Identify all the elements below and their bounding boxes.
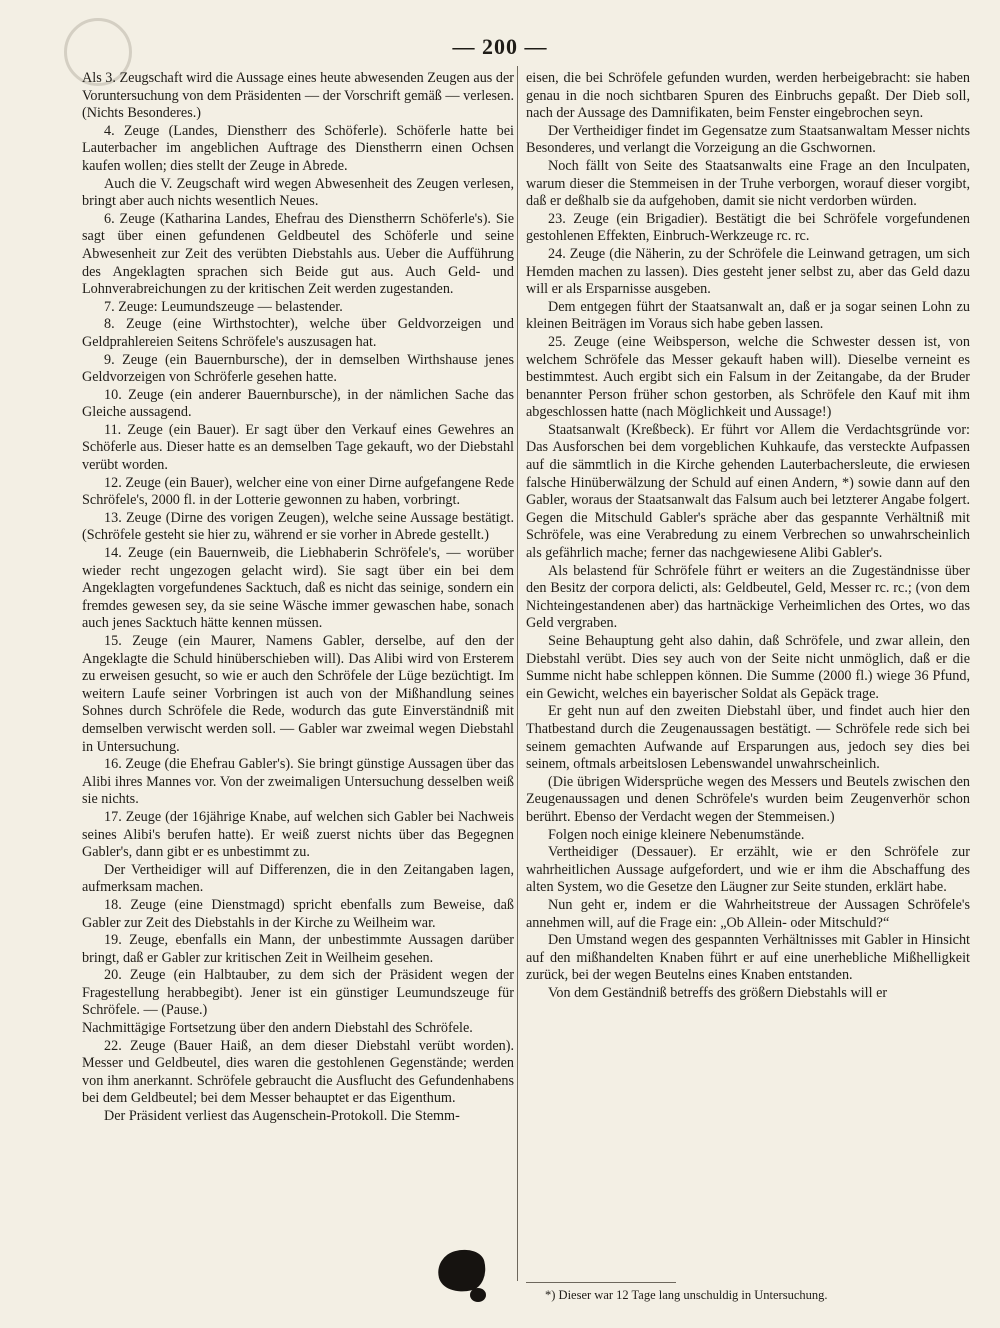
paragraph: Als 3. Zeugschaft wird die Aussage eines heute abwesenden Zeugen aus der Voruntersuchung von dem Präsidenten — der Vorschrift gemäß — verlesen. (Nichts Besonderes.)	[82, 70, 514, 122]
paragraph: Noch fällt von Seite des Staatsanwalts eine Frage an den Inculpaten, warum dieser die Stemmeisen in der Truhe verborgen, worauf dieser vorgibt, daß er deßhalb sie da aufgehoben, damit sie nicht verdorben würden.	[526, 157, 970, 210]
paragraph: 7. Zeuge: Leumundszeuge — belastender.	[104, 298, 343, 315]
paragraph: 14. Zeuge (ein Bauernweib, die Liebhaberin Schröfele's, — worüber wieder recht ungezogen gelacht wird). Sie sagt über ein bei dem Angeklagten vorgefundenes Sacktuch, daß es nicht das seinige, sondern ein fremdes gewesen sey, da sie seine Wäsche immer gewaschen habe, sonach auch jenes Sacktuch hätte kennen müssen.	[82, 545, 514, 632]
paragraph: Seine Behauptung geht also dahin, daß Schröfele, und zwar allein, den Diebstahl verübt. Dies sey auch von der Seite nicht unmöglich, daß er die Summe nicht habe schleppen können. Die Summe (2000 fl.) wiege 36 Pfund, ein Gewicht, welches ein bayerischer Soldat als Gepäck trage.	[526, 633, 970, 702]
paragraph: 19. Zeuge, ebenfalls ein Mann, der unbestimmte Aussagen darüber bringt, daß er Gabler zur kritischen Zeit in Weilheim gesehen.	[82, 932, 514, 966]
right-column	[526, 70, 970, 1002]
paragraph: 8. Zeuge (eine Wirthstochter), welche über Geldvorzeigen und Geldprahlereien Seitens Schröfele's auszusagen hat.	[82, 316, 514, 350]
paragraph: 24. Zeuge (die Näherin, zu der Schröfele die Leinwand getragen, um sich Hemden machen zu lassen). Dies gesteht jener selbst zu, aber das Geld dazu will er als Ersparnisse ausgeben.	[526, 245, 970, 298]
paragraph: 22. Zeuge (Bauer Haiß, an dem dieser Diebstahl verübt worden). Messer und Geldbeutel, dies waren die gestohlenen Gegenstände; werden von ihm anerkannt. Schröfele gebraucht die Ausflucht des Gefundenhabens bei dem Geldbeutel; bei dem Messer behauptet er das Eigenthum.	[82, 1037, 514, 1107]
paragraph: Er geht nun auf den zweiten Diebstahl über, und findet auch hier den Thatbestand durch die Zeugenaussagen bestätigt. — Schröfele rede sich bei seinem gemachten Aufwande auf Ersparungen aus, jedoch sey dies bei seinem, oftmals arbeitslosen Lebenswandel unwahrscheinlich.	[526, 703, 970, 773]
column-divider	[517, 66, 518, 1281]
paragraph: 4. Zeuge (Landes, Dienstherr des Schöferle). Schöferle hatte bei Lauterbacher im angeblichen Auftrage des Dienstherrn einen Ochsen kaufen wollen; dies stellt der Zeuge in Abrede.	[82, 122, 514, 174]
paragraph: 20. Zeuge (ein Halbtauber, zu dem sich der Präsident wegen der Fragestellung herabbegibt). Jener ist ein günstiger Leumundszeuge für Schröfele. — (Pause.)	[82, 967, 514, 1019]
paragraph: 18. Zeuge (eine Dienstmagd) spricht ebenfalls zum Beweise, daß Gabler zur Zeit des Diebstahls in der Kirche zu Weilheim war.	[82, 896, 514, 931]
ink-blot-small	[470, 1288, 486, 1302]
paragraph: Als belastend für Schröfele führt er weiters an die Zugeständnisse über den Besitz der corpora delicti, als: Geldbeutel, Geld, Messer rc. rc.; (von dem Nichteingestandenen aber) das hartnäckige Verheimlichen des Ortes, wo das Geld vergraben.	[526, 562, 970, 632]
paragraph: Auch die V. Zeugschaft wird wegen Abwesenheit des Zeugen verlesen, bringt aber auch nichts wesentlich Neues.	[82, 175, 514, 210]
paragraph: Folgen noch einige kleinere Nebenumstände.	[548, 826, 805, 843]
paragraph: Den Umstand wegen des gespannten Verhältnisses mit Gabler in Hinsicht auf den mißhandelten Knaben führt er auf eine unerhebliche Mißhelligkeit zurück, bei der wegen Beutelns eines Knaben entstanden.	[526, 932, 970, 984]
paragraph: Nun geht er, indem er die Wahrheitstreue der Aussagen Schröfele's annehmen will, auf die Frage ein: „Ob Allein- oder Mitschuld?“	[526, 896, 970, 931]
paragraph: Staatsanwalt (Kreßbeck). Er führt vor Allem die Verdachtsgründe vor: Das Ausforschen bei dem vorgeblichen Kuhkaufe, das versteckte Aufpassen auf die sämmtlich in die Kirche gehenden Lauterbachersleute, die erwiesen falsche Hinüberwälzung der Schuld auf einen Andern, *) sowie dann auf den Gabler, woraus der Staatsanwalt das Falsum auch bei letzterer Angabe folgert. Gegen die Mitschuld Gabler's spräche aber das gespannte Verhältniß mit Schröfele, was eine Verabredung zu einem Verbrechen so unwahrscheinlich als gefährlich mache; ferner das nachgewiesene Alibi Gabler's.	[526, 421, 970, 562]
paragraph: (Die übrigen Widersprüche wegen des Messers und Beutels zwischen den Zeugenaussagen und denen Schröfele's wurden beim Zeugenverhör schon berührt. Ebenso der Verdacht wegen der Stemmeisen.)	[526, 773, 970, 825]
paragraph: Der Präsident verliest das Augenschein-Protokoll. Die Stemm-	[104, 1108, 460, 1125]
paragraph: 9. Zeuge (ein Bauernbursche), der in demselben Wirthshause jenes Geldvorzeigen von Schröferle gesehen hatte.	[82, 351, 514, 386]
paragraph: Der Vertheidiger will auf Differenzen, die in den Zeitangaben lagen, aufmerksam machen.	[82, 861, 514, 896]
paragraph: Nachmittägige Fortsetzung über den andern Diebstahl des Schröfele.	[82, 1020, 473, 1037]
paragraph: 25. Zeuge (eine Weibsperson, welche die Schwester dessen ist, von welchem Schröfele das Messer gekauft haben will). Dieselbe verneint es bestimmtest. Auch ergibt sich ein Falsum in der Zeitangabe, da der Bruder benannter Person früher schon gestorben, als Schröfele den Kauf mit ihm abgeschlossen hatte (nach Möglichkeit und Aussage!)	[526, 333, 970, 421]
paragraph: Der Vertheidiger findet im Gegensatze zum Staatsanwaltam Messer nichts Besonderes, und verlangt die Vorzeigung an die Gschwornen.	[526, 122, 970, 157]
footnote: *) Dieser war 12 Tage lang unschuldig in Untersuchung.	[545, 1288, 828, 1302]
paragraph: 23. Zeuge (ein Brigadier). Bestätigt die bei Schröfele vorgefundenen gestohlenen Effekten, Einbruch-Werkzeuge rc. rc.	[526, 210, 970, 245]
paragraph: eisen, die bei Schröfele gefunden wurden, werden herbeigebracht: sie haben genau in die noch sichtbaren Spuren des Einbruchs gepaßt. Der Dieb soll, nach der Aussage des Damnifikaten, beim Fenster eingebrochen seyn.	[526, 70, 970, 122]
paragraph: Vertheidiger (Dessauer). Er erzählt, wie er den Schröfele zur wahrheitlichen Aussage aufgefordert, und wie er ihm die Abschaffung des alten System, wo die Gesetze den Läugner zur Seite stunden, erklärt habe.	[526, 844, 970, 896]
footnote-rule	[526, 1282, 676, 1283]
paragraph: 6. Zeuge (Katharina Landes, Ehefrau des Dienstherrn Schöferle's). Sie sagt über einen gefundenen Geldbeutel des Schöferle und seine Abwesenheit zur Zeit des verübten Diebstahls aus. Ueber die Aufführung des Angeklagten sprachen sich Beide gut aus. Auch Geld- und Lohnverabreichungen zu der kritischen Zeit werden zugestanden.	[82, 210, 514, 298]
paragraph: 11. Zeuge (ein Bauer). Er sagt über den Verkauf eines Gewehres an Schöferle aus. Dieser hatte es an demselben Tage gekauft, wo der Diebstahl verübt worden.	[82, 421, 514, 474]
left-column	[82, 70, 514, 1126]
paragraph: 13. Zeuge (Dirne des vorigen Zeugen), welche seine Aussage bestätigt. (Schröfele gesteht sie hier zu, während er sie vorher in Abrede gestellt.)	[82, 509, 514, 544]
paragraph: 15. Zeuge (ein Maurer, Namens Gabler, derselbe, auf den der Angeklagte die Schuld hinüberschieben will). Das Alibi wird von Ersterem zu erweisen gesucht, so wie er auch den Schröfele der Lüge bezüchtigt. Im weitern Laufe seiner Vorbringen ist auch von der Mißhandlung seines Sohnes durch Schröfele die Rede, wodurch das gute Einverständniß mit demselben verwischt werden soll. — Gabler war zweimal wegen Diebstahl in Untersuchung.	[82, 633, 514, 755]
page-number: — 200 —	[452, 34, 548, 59]
paragraph: 12. Zeuge (ein Bauer), welcher eine von einer Dirne aufgefangene Rede Schröfele's, 2000 fl. in der Lotterie gewonnen zu haben, vorbringt.	[82, 474, 514, 509]
paragraph: Von dem Geständniß betreffs des größern Diebstahls will er	[548, 984, 888, 1001]
paragraph: 17. Zeuge (der 16jährige Knabe, auf welchen sich Gabler bei Nachweis seines Alibi's berufen hatte). Er weiß zuerst nichts über das Begegnen Gabler's, dann gibt er es unbestimmt zu.	[82, 808, 514, 861]
paragraph: 10. Zeuge (ein anderer Bauernbursche), in der nämlichen Sache das Gleiche aussagend.	[82, 386, 514, 421]
paragraph: Dem entgegen führt der Staatsanwalt an, daß er ja sogar seinen Lohn zu kleinen Beiträgen im Voraus sich habe geben lassen.	[526, 298, 970, 333]
paragraph: 16. Zeuge (die Ehefrau Gabler's). Sie bringt günstige Aussagen über das Alibi ihres Mannes vor. Von der zweimaligen Untersuchung desselben weiß sie nichts.	[82, 756, 514, 808]
